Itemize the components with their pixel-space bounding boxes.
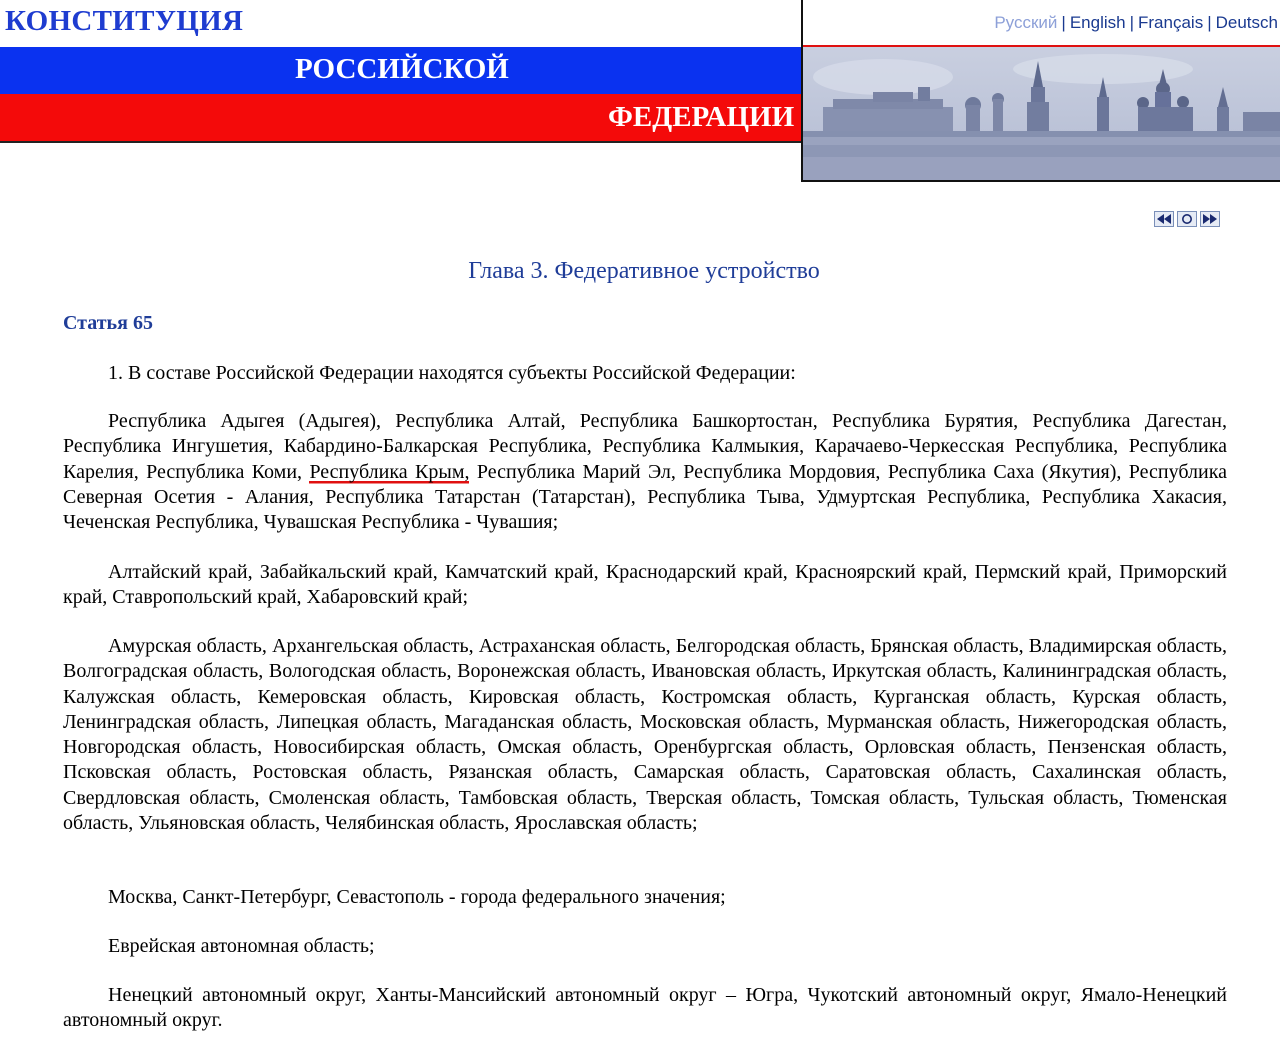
contents-button[interactable] <box>1177 211 1197 227</box>
circle-icon <box>1181 213 1193 225</box>
header-bottom-border <box>801 180 1280 182</box>
next-page-button[interactable] <box>1200 211 1220 227</box>
page-navigation <box>1154 211 1220 229</box>
double-left-arrow-icon <box>1157 214 1171 224</box>
republics-text-end: Республика Марий Эл, Республика Мордовия, Республика Саха (Якутия), Республика Северная Осетия - Алания, Республика Татарстан (Татарстан), Республика Тыва, Удмуртская Республика, Республика Хакасия, Чеченская Республика, Чувашская Республика - Чувашия; <box>63 460 1227 534</box>
language-switcher <box>994 13 1278 33</box>
paragraph-federal-cities: Москва, Санкт-Петербург, Севастополь - города федерального значения; <box>108 886 726 908</box>
paragraph-oblasts: Амурская область, Архангельская область, Астраханская область, Белгородская область, Брянская область, Владимирская область, Волгоградская область, Вологодская область, Воронежская область, Ивановская область, Иркутская область, Калининградская область, Калужская область, Кемеровская область, Кировская область, Костромская область, Курганская область, Курская область, Ленинградская область, Липецкая область, Магаданская область, Московская область, Мурманская область, Нижегородская область, Новгородская область, Новосибирская область, Омская область, Оренбургская область, Орловская область, Пензенская область, Псковская область, Ростовская область, Рязанская область, Самарская область, Саратовская область, Сахалинская область, Свердловская область, Смоленская область, Тамбовская область, Тверская область, Томская область, Тульская область, Тюменская область, Ульяновская область, Челябинская область, Ярославская область; <box>63 635 1227 835</box>
language-separator: | <box>1129 13 1135 32</box>
paragraph-autonomous-oblast: Еврейская автономная область; <box>108 935 375 957</box>
paragraph-intro: 1. В составе Российской Федерации находятся субъекты Российской Федерации: <box>108 362 796 384</box>
site-title-line3: ФЕДЕРАЦИИ <box>608 101 795 133</box>
paragraph-republics <box>63 409 1227 535</box>
language-separator: | <box>1061 13 1066 32</box>
previous-page-button[interactable] <box>1154 211 1174 227</box>
site-header <box>0 0 1280 182</box>
chapter-title: Глава 3. Федеративное устройство <box>468 258 820 284</box>
kremlin-skyline-image <box>803 47 1280 180</box>
site-title-line1: КОНСТИТУЦИЯ <box>5 5 244 37</box>
double-right-arrow-icon <box>1203 214 1217 224</box>
language-separator: | <box>1207 13 1212 32</box>
language-current-russian: Русский <box>994 13 1058 32</box>
site-title-line2: РОССИЙСКОЙ <box>295 53 509 85</box>
republics-text-start: Республика Адыгея (Адыгея), Республика Алтай, Республика Башкортостан, Республика Бурятия, Республика Дагестан, Республика Ингушетия, Кабардино-Балкарская Республика, Республика Калмыкия, Карачаево-Черкесская Республика, Республика Карелия, Республика Коми, <box>63 410 1227 483</box>
language-link-french[interactable]: Français <box>1138 13 1204 32</box>
language-link-english[interactable]: English <box>1069 13 1126 32</box>
language-link-german[interactable]: Deutsch <box>1215 13 1278 32</box>
tricolor-banner <box>0 0 802 142</box>
paragraph-krais: Алтайский край, Забайкальский край, Камчатский край, Краснодарский край, Красноярский край, Пермский край, Приморский край, Ставропольский край, Хабаровский край; <box>63 561 1227 609</box>
republic-crimea-highlight: Республика Крым, <box>309 460 470 483</box>
article-title: Статья 65 <box>63 312 153 334</box>
banner-bottom-border <box>0 141 802 143</box>
paragraph-autonomous-okrugs: Ненецкий автономный округ, Ханты-Мансийский автономный округ – Югра, Чукотский автономный округ, Ямало-Ненецкий автономный округ. <box>63 984 1227 1032</box>
